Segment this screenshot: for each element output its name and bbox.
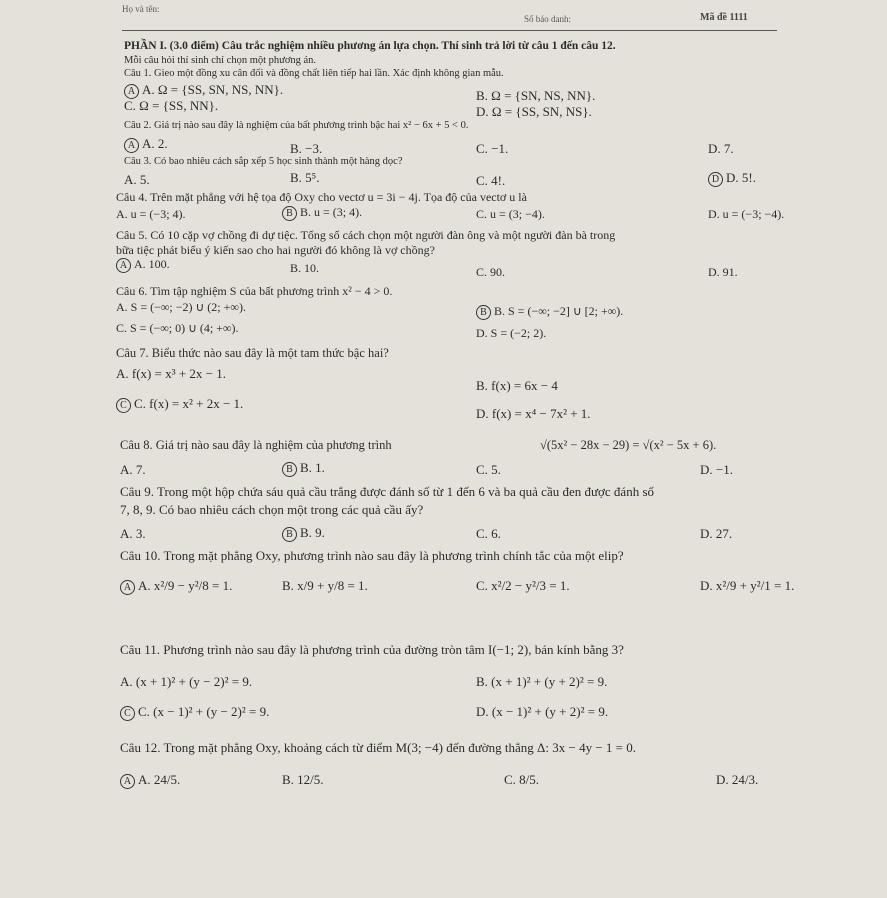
- q3-opt-d[interactable]: D D. 5!.: [708, 170, 756, 187]
- q5-opt-b[interactable]: B. 10.: [290, 261, 320, 275]
- q6-opt-a[interactable]: A. S = (−∞; −2) ∪ (2; +∞).: [116, 300, 246, 314]
- q11-opt-c[interactable]: C C. (x − 1)² + (y − 2)² = 9.: [120, 704, 269, 721]
- q5-stem-2: bữa tiệc phát biểu ý kiến sao cho hai người đó không là vợ chồng?: [116, 243, 435, 257]
- name-label: Họ và tên:: [122, 4, 160, 14]
- q3-opt-c[interactable]: C. 4!.: [476, 173, 506, 188]
- selected-mark-icon: A: [120, 774, 135, 789]
- q8-opt-d[interactable]: D. −1.: [700, 462, 733, 477]
- q9-opt-d[interactable]: D. 27.: [700, 526, 733, 541]
- q7-opt-a[interactable]: A. f(x) = x³ + 2x − 1.: [116, 366, 227, 381]
- q6-opt-c[interactable]: C. S = (−∞; 0) ∪ (4; +∞).: [116, 321, 239, 335]
- q12-opt-b[interactable]: B. 12/5.: [282, 772, 324, 787]
- q10-opt-a[interactable]: A A. x²/9 − y²/8 = 1.: [120, 578, 232, 595]
- q9-stem: Câu 9. Trong một hộp chứa sáu quả cầu trắng được đánh số từ 1 đến 6 và ba quả cầu đen được đánh số: [120, 484, 655, 499]
- q10-opt-b[interactable]: B. x/9 + y/8 = 1.: [282, 578, 368, 593]
- selected-mark-icon: B: [282, 527, 297, 542]
- q4-stem: Câu 4. Trên mặt phẳng với hệ tọa độ Oxy cho vectơ u = 3i − 4j. Tọa độ của vectơ u là: [116, 190, 527, 204]
- q12-opt-c[interactable]: C. 8/5.: [504, 772, 540, 787]
- q9-opt-a[interactable]: A. 3.: [120, 526, 146, 541]
- q9-opt-b[interactable]: B B. 9.: [282, 525, 325, 542]
- selected-mark-icon: B: [476, 305, 491, 320]
- selected-mark-icon: C: [116, 398, 131, 413]
- selected-mark-icon: A: [124, 84, 139, 99]
- q2-opt-a[interactable]: A A. 2.: [124, 136, 168, 153]
- q3-opt-b[interactable]: B. 5⁵.: [290, 170, 320, 185]
- q4-opt-a[interactable]: A. u = (−3; 4).: [116, 207, 186, 221]
- q6-opt-b[interactable]: B B. S = (−∞; −2] ∪ [2; +∞).: [476, 304, 623, 320]
- q3-stem: Câu 3. Có bao nhiêu cách sắp xếp 5 học sinh thành một hàng dọc?: [124, 156, 403, 167]
- q8-opt-b[interactable]: B B. 1.: [282, 460, 325, 477]
- selected-mark-icon: D: [708, 172, 723, 187]
- q8-formula: √(5x² − 28x − 29) = √(x² − 5x + 6).: [540, 438, 717, 452]
- q1-opt-d[interactable]: D. Ω = {SS, SN, NS}.: [476, 104, 592, 119]
- selected-mark-icon: B: [282, 462, 297, 477]
- q7-opt-c[interactable]: C C. f(x) = x² + 2x − 1.: [116, 396, 243, 413]
- q4-opt-d[interactable]: D. u = (−3; −4).: [708, 207, 785, 221]
- q8-stem: Câu 8. Giá trị nào sau đây là nghiệm của phương trình: [120, 438, 392, 452]
- sbd-label: Số báo danh:: [524, 14, 571, 24]
- q1-opt-c[interactable]: C. Ω = {SS, NN}.: [124, 98, 219, 113]
- q7-stem: Câu 7. Biểu thức nào sau đây là một tam thức bậc hai?: [116, 346, 389, 360]
- q8-opt-a[interactable]: A. 7.: [120, 462, 146, 477]
- selected-mark-icon: A: [124, 138, 139, 153]
- selected-mark-icon: A: [116, 258, 131, 273]
- q12-opt-a[interactable]: A A. 24/5.: [120, 772, 180, 789]
- q5-stem: Câu 5. Có 10 cặp vợ chồng đi dự tiệc. Tổng số cách chọn một người đàn ông và một người đàn bà trong: [116, 228, 616, 242]
- q11-opt-d[interactable]: D. (x − 1)² + (y + 2)² = 9.: [476, 704, 609, 719]
- q8-opt-c[interactable]: C. 5.: [476, 462, 501, 477]
- q2-opt-d[interactable]: D. 7.: [708, 141, 734, 156]
- q5-opt-a[interactable]: A A. 100.: [116, 257, 170, 273]
- q7-opt-b[interactable]: B. f(x) = 6x − 4: [476, 378, 558, 393]
- selected-mark-icon: A: [120, 580, 135, 595]
- q2-opt-b[interactable]: B. −3.: [290, 141, 323, 156]
- q11-stem: Câu 11. Phương trình nào sau đây là phương trình của đường tròn tâm I(−1; 2), bán kính bằng 3?: [120, 642, 624, 657]
- q2-stem: Câu 2. Giá trị nào sau đây là nghiệm của bất phương trình bậc hai x² − 6x + 5 < 0.: [124, 120, 469, 131]
- q4-opt-b[interactable]: B B. u = (3; 4).: [282, 205, 362, 221]
- q1-stem: Câu 1. Gieo một đồng xu cân đối và đồng chất liên tiếp hai lần. Xác định không gian mẫu.: [124, 68, 504, 79]
- q12-stem: Câu 12. Trong mặt phẳng Oxy, khoảng cách từ điểm M(3; −4) đến đường thẳng Δ: 3x − 4y − 1 = 0.: [120, 740, 637, 755]
- q6-stem: Câu 6. Tìm tập nghiệm S của bất phương trình x² − 4 > 0.: [116, 284, 393, 298]
- selected-mark-icon: C: [120, 706, 135, 721]
- q9-stem-2: 7, 8, 9. Có bao nhiêu cách chọn một trong các quả cầu ấy?: [120, 502, 424, 517]
- q1-opt-b[interactable]: B. Ω = {SN, NS, NN}.: [476, 88, 596, 103]
- q11-opt-a[interactable]: A. (x + 1)² + (y − 2)² = 9.: [120, 674, 253, 689]
- q10-opt-d[interactable]: D. x²/9 + y²/1 = 1.: [700, 578, 795, 593]
- q3-opt-a[interactable]: A. 5.: [124, 172, 150, 187]
- selected-mark-icon: B: [282, 206, 297, 221]
- q5-opt-c[interactable]: C. 90.: [476, 265, 506, 279]
- exam-code: Mã đề 1111: [700, 12, 748, 23]
- part-note: Mỗi câu hỏi thí sinh chỉ chọn một phương án.: [124, 55, 317, 66]
- q2-opt-c[interactable]: C. −1.: [476, 141, 509, 156]
- q12-opt-d[interactable]: D. 24/3.: [716, 772, 759, 787]
- q10-stem: Câu 10. Trong mặt phẳng Oxy, phương trình nào sau đây là phương trình chính tắc của một elip?: [120, 548, 624, 563]
- q6-opt-d[interactable]: D. S = (−2; 2).: [476, 326, 547, 340]
- q1-opt-a[interactable]: A A. Ω = {SS, SN, NS, NN}.: [124, 82, 283, 99]
- part-title: PHẦN I. (3.0 điểm) Câu trắc nghiệm nhiều phương án lựa chọn. Thí sinh trả lời từ câu 1 đến câu 12.: [124, 40, 616, 52]
- q11-opt-b[interactable]: B. (x + 1)² + (y + 2)² = 9.: [476, 674, 608, 689]
- q7-opt-d[interactable]: D. f(x) = x⁴ − 7x² + 1.: [476, 406, 591, 421]
- q9-opt-c[interactable]: C. 6.: [476, 526, 501, 541]
- q4-opt-c[interactable]: C. u = (3; −4).: [476, 207, 545, 221]
- header: [0, 0, 887, 34]
- q10-opt-c[interactable]: C. x²/2 − y²/3 = 1.: [476, 578, 570, 593]
- q5-opt-d[interactable]: D. 91.: [708, 265, 738, 279]
- header-rule: [122, 30, 777, 31]
